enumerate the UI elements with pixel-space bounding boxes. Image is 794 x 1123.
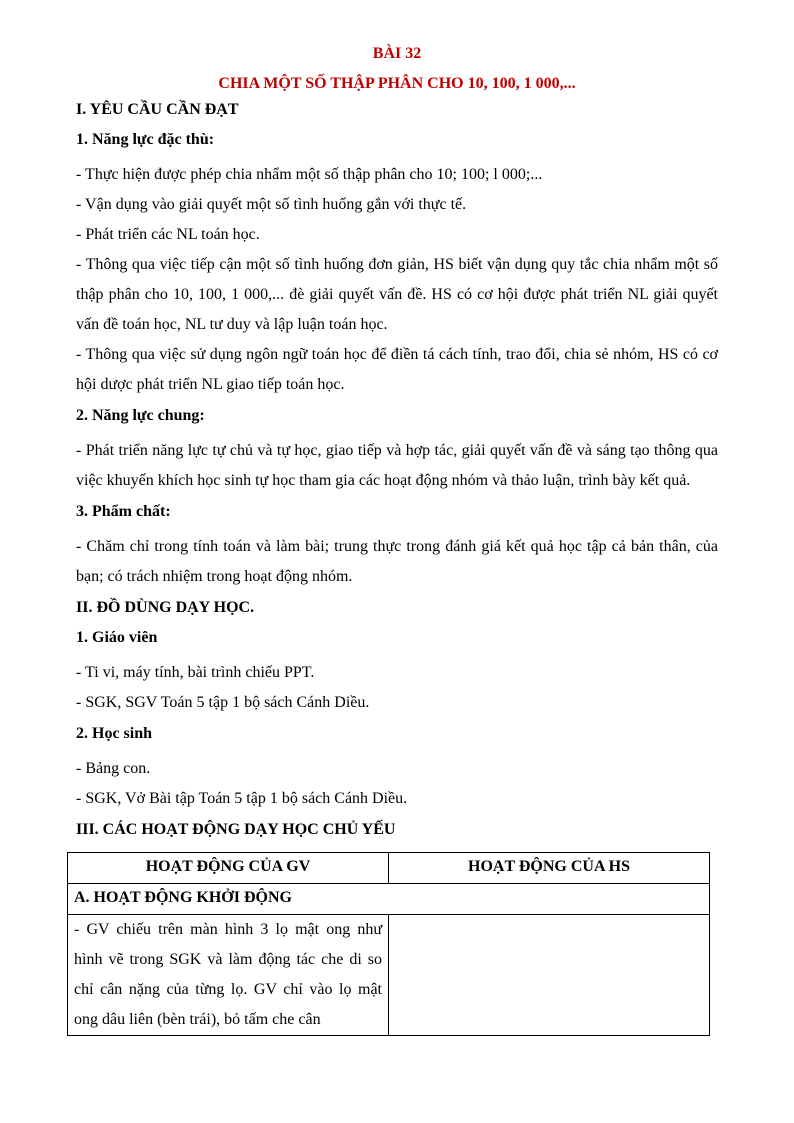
subheading-general-competence: 2. Năng lực chung: xyxy=(76,407,205,424)
list-item: - Ti vi, máy tính, bài trình chiếu PPT. xyxy=(76,664,315,681)
student-activity-cell xyxy=(389,915,710,1036)
lesson-number: BÀI 32 xyxy=(372,45,422,62)
column-header-student: HOẠT ĐỘNG CỦA HS xyxy=(389,853,710,884)
table-section-warmup: A. HOẠT ĐỘNG KHỞI ĐỘNG xyxy=(68,884,710,915)
column-header-teacher: HOẠT ĐỘNG CỦA GV xyxy=(68,853,389,884)
list-item: - Phát triển các NL toán học. xyxy=(76,226,260,243)
subheading-qualities: 3. Phẩm chất: xyxy=(76,503,171,520)
list-item: - Vận dụng vào giải quyết một số tình huống gắn với thực tế. xyxy=(76,196,467,213)
section-heading-activities: III. CÁC HOẠT ĐỘNG DẠY HỌC CHỦ YẾU xyxy=(76,821,396,838)
list-item: - Chăm chỉ trong tính toán và làm bài; trung thực trong đánh giá kết quả học tập cả bản thân, của bạn; có trách nhiệm trong hoạt động nhóm. xyxy=(76,538,718,585)
lesson-title: CHIA MỘT SỐ THẬP PHÂN CHO 10, 100, 1 000,... xyxy=(218,75,576,92)
subheading-specific-competence: 1. Năng lực đặc thù: xyxy=(76,131,215,148)
subheading-teacher: 1. Giáo viên xyxy=(76,629,158,646)
teacher-activity-cell: - GV chiếu trên màn hình 3 lọ mật ong như hình vẽ trong SGK và làm động tác che di so chỉ cân nặng của từng lọ. GV chỉ vào lọ mật ong dâu liên (bèn trái), bỏ tấm che cân xyxy=(68,915,389,1036)
section-heading-requirements: I. YÊU CẦU CẦN ĐẠT xyxy=(76,101,239,118)
section-heading-teaching-aids: II. ĐỒ DÙNG DẠY HỌC. xyxy=(76,599,255,616)
list-item: - Thông qua việc tiếp cận một số tình huống đơn giản, HS biết vận dụng quy tắc chia nhẩm một số thập phân cho 10, 100, 1 000,... đè giải quyết vấn đề. HS có cơ hội được phát triển NL giải quyết vấn đề toán học, NL tư duy và lập luận toán học. xyxy=(76,256,718,333)
document-page xyxy=(76,44,718,850)
list-item: - Thực hiện được phép chia nhẩm một số thập phân cho 10; 100; l 000;... xyxy=(76,166,543,183)
list-item: - Phát triển năng lực tự chủ và tự học, giao tiếp và hợp tác, giải quyết vấn đề và sáng tạo thông qua việc khuyến khích học sinh tự học tham gia các hoạt động nhóm và thảo luận, trình bày kết quả. xyxy=(76,442,718,489)
list-item: - SGK, Vở Bài tập Toán 5 tập 1 bộ sách Cánh Diều. xyxy=(76,790,408,807)
list-item: - Bảng con. xyxy=(76,760,151,777)
list-item: - SGK, SGV Toán 5 tập 1 bộ sách Cánh Diều. xyxy=(76,694,370,711)
list-item: - Thông qua việc sử dụng ngôn ngữ toán học để điền tá cách tính, trao đổi, chia sẻ nhóm, HS có cơ hội dược phát triển NL giao tiếp toán học. xyxy=(76,346,718,393)
subheading-student: 2. Học sinh xyxy=(76,725,153,742)
activities-table xyxy=(67,852,710,1036)
